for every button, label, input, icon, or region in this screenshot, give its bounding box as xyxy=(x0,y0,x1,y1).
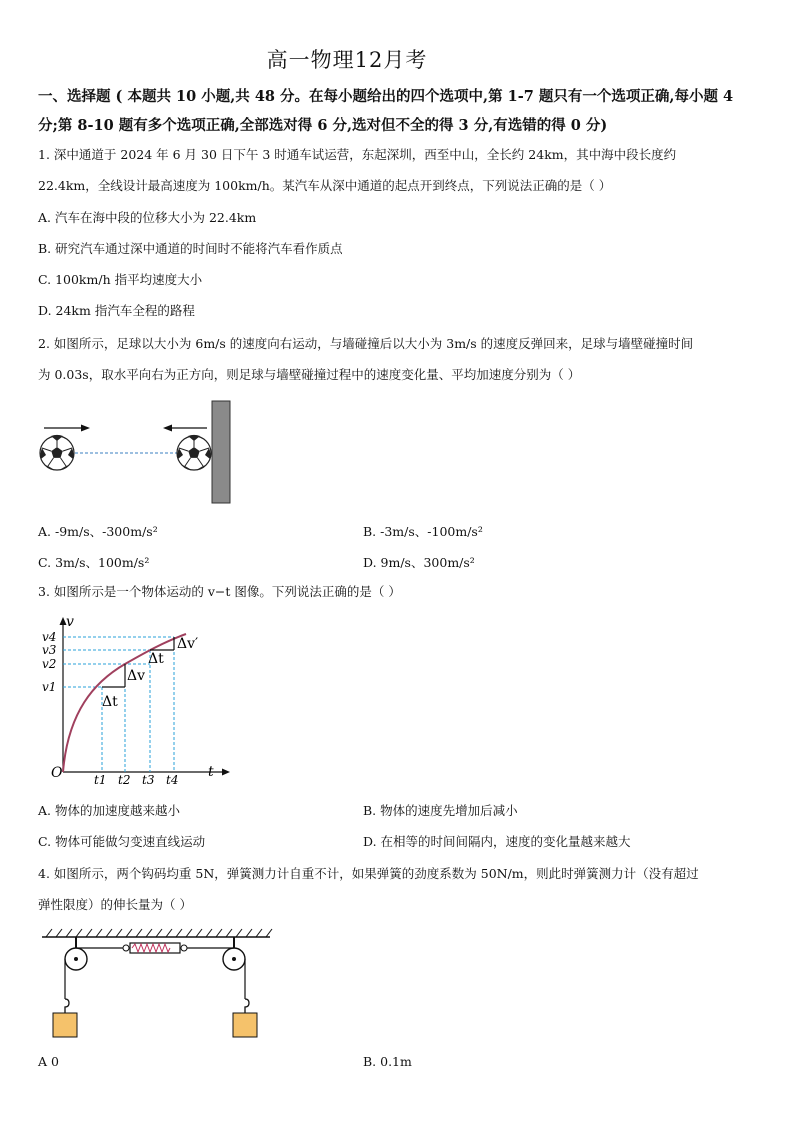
t3-label: t3 xyxy=(142,773,155,787)
q4-option-a: A 0 xyxy=(38,1054,59,1069)
v2-label: v2 xyxy=(42,657,57,671)
spring-scale xyxy=(123,943,187,953)
q3-stem: 3. 如图所示是一个物体运动的 v−t 图像。下列说法正确的是（ ） xyxy=(38,584,401,599)
delta-v2-label: Δv′ xyxy=(177,636,199,652)
v4-label: v4 xyxy=(42,630,57,644)
ceiling-hatch xyxy=(46,929,272,937)
q2-option-a: A. -9m/s、-300m/s² xyxy=(38,524,158,539)
v3-label: v3 xyxy=(42,643,57,657)
q1-option-a: A. 汽车在海中段的位移大小为 22.4km xyxy=(38,210,257,225)
page-title: 高一物理12月考 xyxy=(266,48,428,72)
football-incoming xyxy=(40,435,74,470)
q2-option-c: C. 3m/s、100m/s² xyxy=(38,555,150,570)
q4-spring-figure xyxy=(38,925,278,1043)
t4-label: t4 xyxy=(166,773,179,787)
q4-stem-line-2: 弹性限度）的伸长量为（ ） xyxy=(38,897,192,912)
q3-option-c: C. 物体可能做匀变速直线运动 xyxy=(38,834,206,849)
q3-option-b: B. 物体的速度先增加后减小 xyxy=(363,803,518,818)
section-line-2: 分;第 8-10 题有多个选项正确,全部选对得 6 分,选对但不全的得 3 分,有选错的得 0 分) xyxy=(38,117,608,134)
delta-v-label: Δv xyxy=(127,668,146,684)
left-weight xyxy=(53,1013,77,1037)
q4-stem-line-1: 4. 如图所示，两个钩码均重 5N，弹簧测力计自重不计，如果弹簧的劲度系数为 50N/m，则此时弹簧测力计（没有超过 xyxy=(38,866,699,881)
t-axis-label: t xyxy=(208,764,214,780)
q1-option-d: D. 24km 指汽车全程的路程 xyxy=(38,303,195,318)
q2-football-figure xyxy=(30,395,240,507)
q2-option-b: B. -3m/s、-100m/s² xyxy=(363,524,483,539)
left-hook xyxy=(65,999,69,1013)
v-axis-label: v xyxy=(66,614,74,630)
t1-label: t1 xyxy=(94,773,107,787)
q2-stem-line-2: 为 0.03s，取水平向右为正方向，则足球与墙壁碰撞过程中的速度变化量、平均加速度分别为（ ） xyxy=(38,367,581,382)
q3-vt-graph xyxy=(34,612,234,787)
q3-option-a: A. 物体的加速度越来越小 xyxy=(38,803,180,818)
v1-label: v1 xyxy=(42,680,57,694)
right-weight xyxy=(233,1013,257,1037)
section-header xyxy=(38,82,758,140)
q3-option-d: D. 在相等的时间间隔内，速度的变化量越来越大 xyxy=(363,834,631,849)
q2-stem-line-1: 2. 如图所示，足球以大小为 6m/s 的速度向右运动，与墙碰撞后以大小为 3m/s 的速度反弹回来，足球与墙壁碰撞时间 xyxy=(38,336,694,351)
origin-label: O xyxy=(51,765,63,781)
q2-option-d: D. 9m/s、300m/s² xyxy=(363,555,475,570)
right-hook xyxy=(245,999,249,1013)
delta-t2-label: Δt xyxy=(148,651,164,667)
q1-stem-line-2: 22.4km，全线设计最高速度为 100km/h。某汽车从深中通道的起点开到终点，下列说法正确的是（ ） xyxy=(38,178,612,193)
section-line-1: 一、选择题 ( 本题共 10 小题,共 48 分。在每小题给出的四个选项中,第 1-7 题只有一个选项正确,每小题 4 xyxy=(38,88,734,105)
q1-option-b: B. 研究汽车通过深中通道的时间时不能将汽车看作质点 xyxy=(38,241,343,256)
t2-label: t2 xyxy=(118,773,131,787)
football-rebound xyxy=(177,435,211,470)
delta-t-label: Δt xyxy=(102,694,118,710)
wall xyxy=(212,401,230,503)
q1-option-c: C. 100km/h 指平均速度大小 xyxy=(38,272,203,287)
q4-option-b: B. 0.1m xyxy=(363,1054,412,1069)
q1-stem-line-1: 1. 深中通道于 2024 年 6 月 30 日下午 3 时通车试运营，东起深圳，西至中山，全长约 24km，其中海中段长度约 xyxy=(38,147,677,162)
